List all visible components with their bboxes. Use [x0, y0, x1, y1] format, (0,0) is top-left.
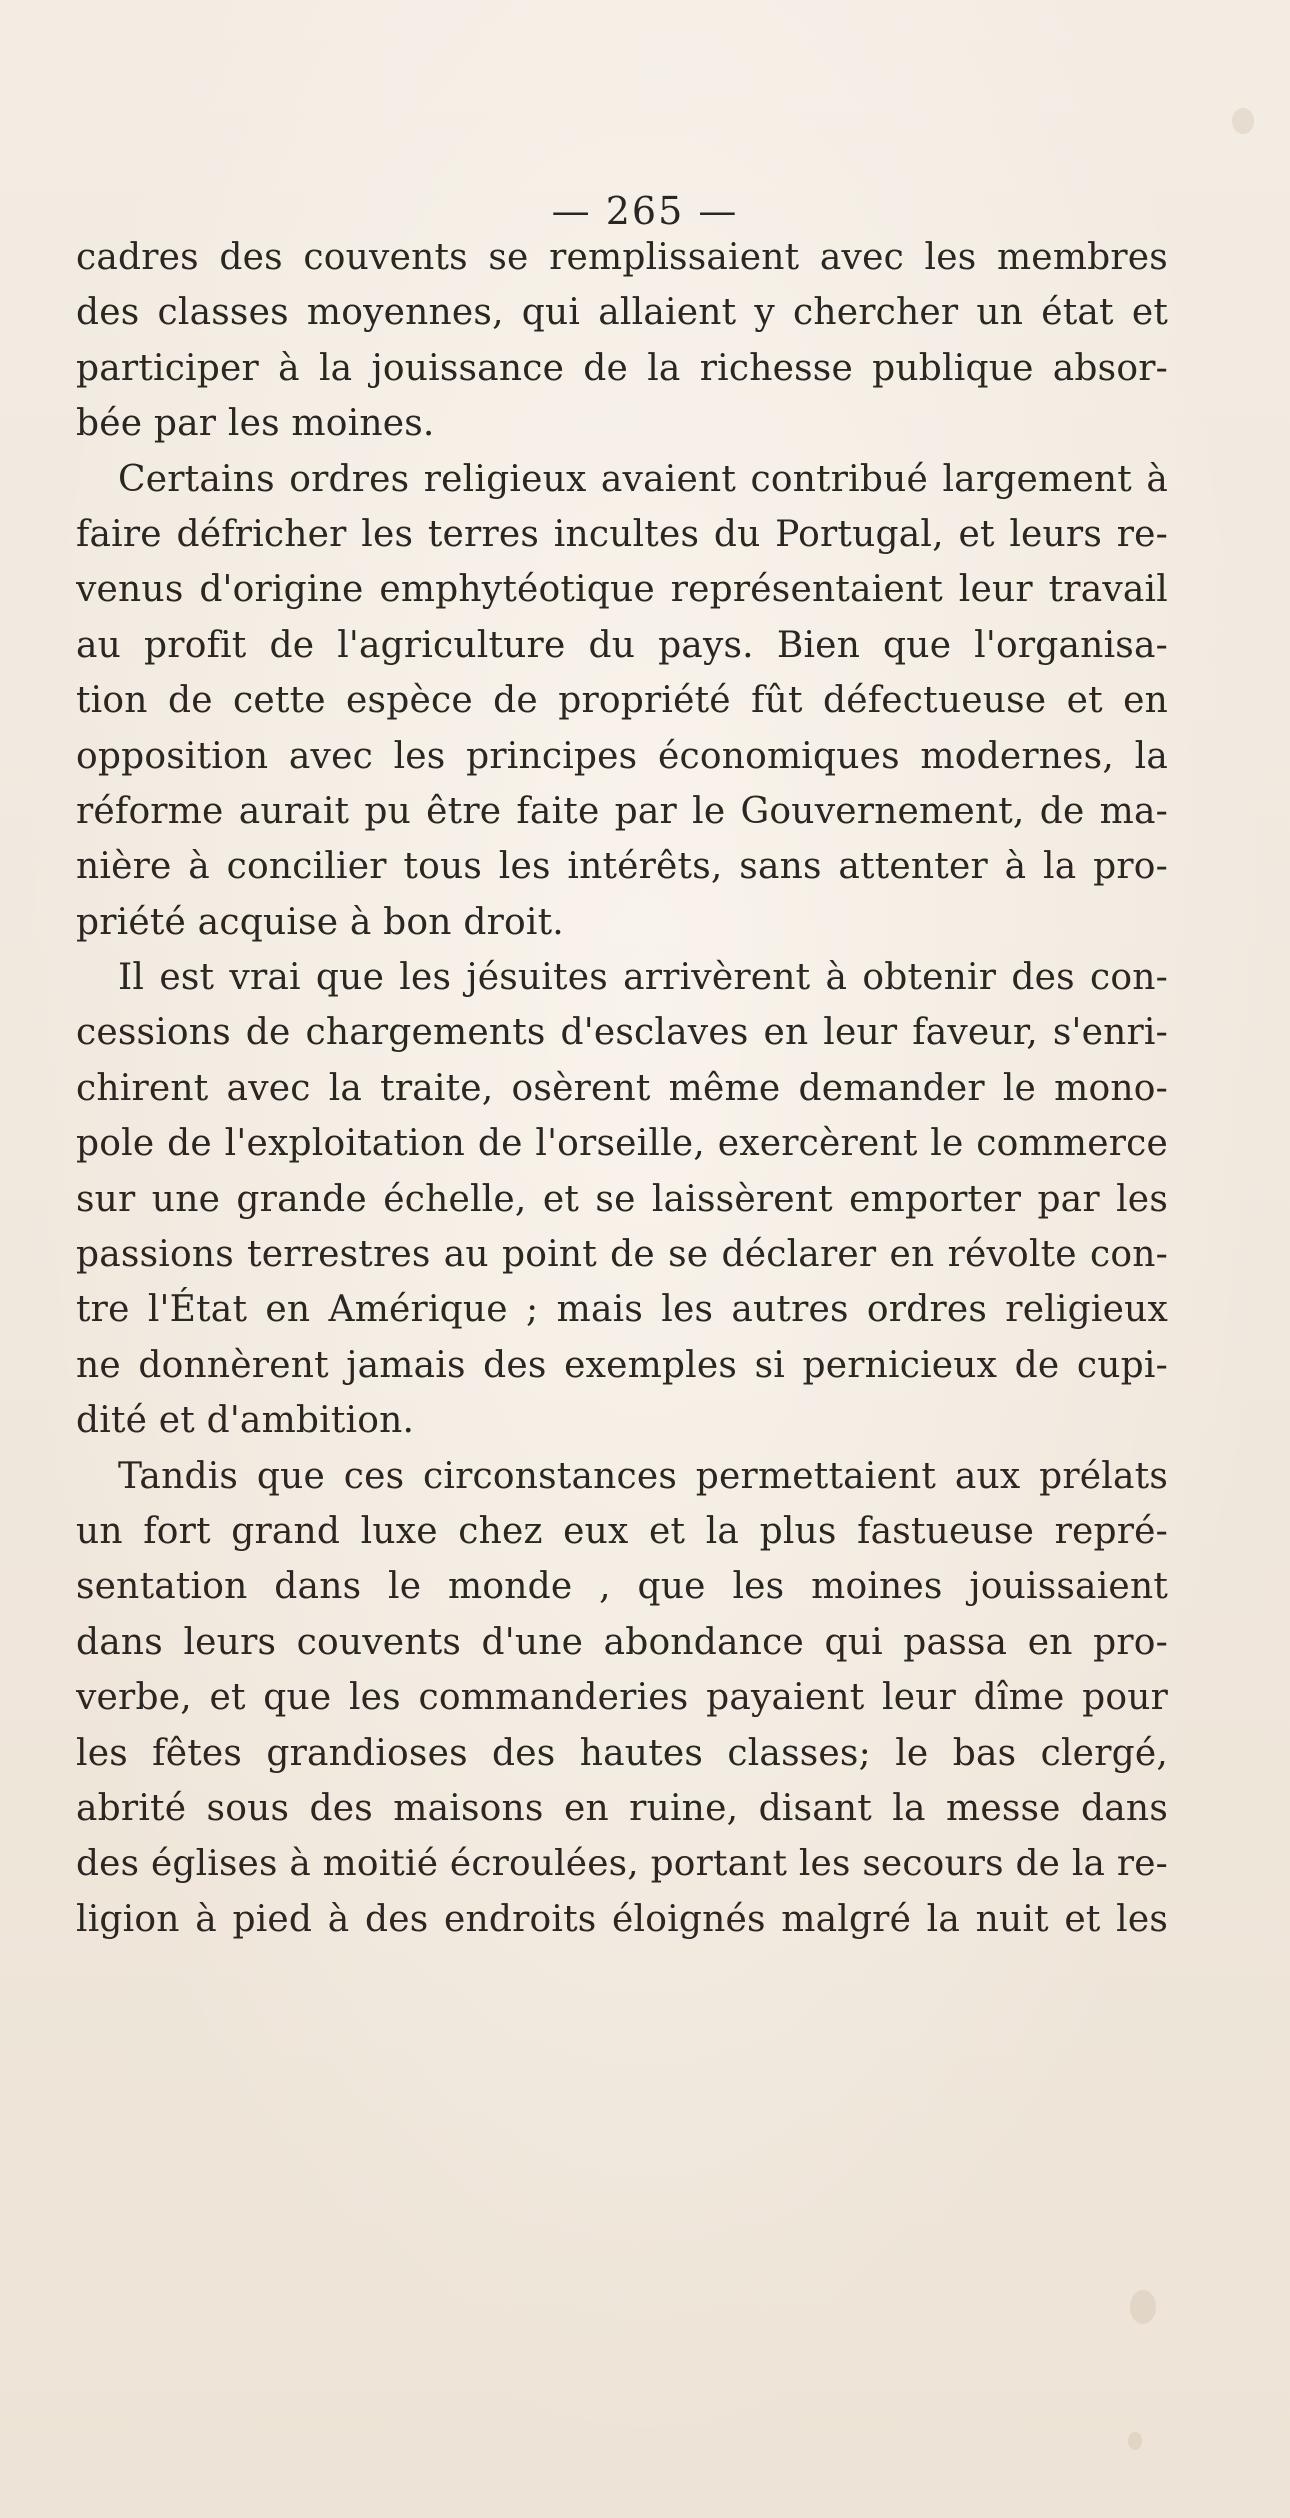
text-line: des classes moyennes, qui allaient y chercher un état et — [76, 292, 1168, 334]
text-line: abrité sous des maisons en ruine, disant la messe dans — [76, 1787, 1168, 1829]
text-line: ligion à pied à des endroits éloignés malgré la nuit et les — [76, 1898, 1168, 1940]
text-line: sur une grande échelle, et se laissèrent emporter par les — [76, 1178, 1168, 1220]
text-line: un fort grand luxe chez eux et la plus fastueuse repré- — [76, 1510, 1168, 1552]
text-line: dans leurs couvents d'une abondance qui passa en pro- — [76, 1621, 1168, 1663]
text-line: au profit de l'agriculture du pays. Bien que l'organisa- — [76, 624, 1168, 666]
text-line: sentation dans le monde , que les moines jouissaient — [76, 1566, 1168, 1608]
text-line: Tandis que ces circonstances permettaient aux prélats — [118, 1455, 1168, 1497]
text-line: participer à la jouissance de la richesse publique absor- — [76, 347, 1168, 389]
text-line: Certains ordres religieux avaient contribué largement à — [118, 458, 1168, 500]
text-line: faire défricher les terres incultes du Portugal, et leurs re- — [76, 513, 1168, 555]
text-line: des églises à moitié écroulées, portant les secours de la re- — [76, 1843, 1168, 1885]
text-line: réforme aurait pu être faite par le Gouvernement, de ma- — [76, 790, 1168, 832]
text-line: tre l'État en Amérique ; mais les autres ordres religieux — [76, 1289, 1168, 1331]
text-line: verbe, et que les commanderies payaient leur dîme pour — [76, 1677, 1168, 1719]
text-line: pole de l'exploitation de l'orseille, exercèrent le commerce — [76, 1123, 1168, 1165]
text-line: dité et d'ambition. — [76, 1400, 415, 1442]
text-line: chirent avec la traite, osèrent même demander le mono- — [76, 1067, 1168, 1109]
text-line: tion de cette espèce de propriété fût défectueuse et en — [76, 680, 1168, 722]
paper-stain — [1128, 2432, 1142, 2450]
text-line: cessions de chargements d'esclaves en leur faveur, s'enri- — [76, 1012, 1168, 1054]
page-number: — 265 — — [551, 189, 739, 233]
body-text — [76, 230, 1168, 1947]
text-line: ne donnèrent jamais des exemples si pernicieux de cupi- — [76, 1344, 1168, 1386]
paper-stain — [1130, 2290, 1156, 2324]
text-line: venus d'origine emphytéotique représentaient leur travail — [76, 569, 1168, 611]
text-line: bée par les moines. — [76, 403, 435, 445]
text-line: priété acquise à bon droit. — [76, 901, 564, 943]
text-line: Il est vrai que les jésuites arrivèrent à obtenir des con- — [118, 957, 1168, 999]
paper-stain — [1232, 108, 1254, 134]
text-line: les fêtes grandioses des hautes classes; le bas clergé, — [76, 1732, 1168, 1774]
text-line: passions terrestres au point de se déclarer en révolte con- — [76, 1234, 1168, 1276]
text-line: cadres des couvents se remplissaient avec les membres — [76, 237, 1168, 278]
text-line: opposition avec les principes économiques modernes, la — [76, 735, 1168, 777]
text-line: nière à concilier tous les intérêts, sans attenter à la pro- — [76, 846, 1168, 888]
